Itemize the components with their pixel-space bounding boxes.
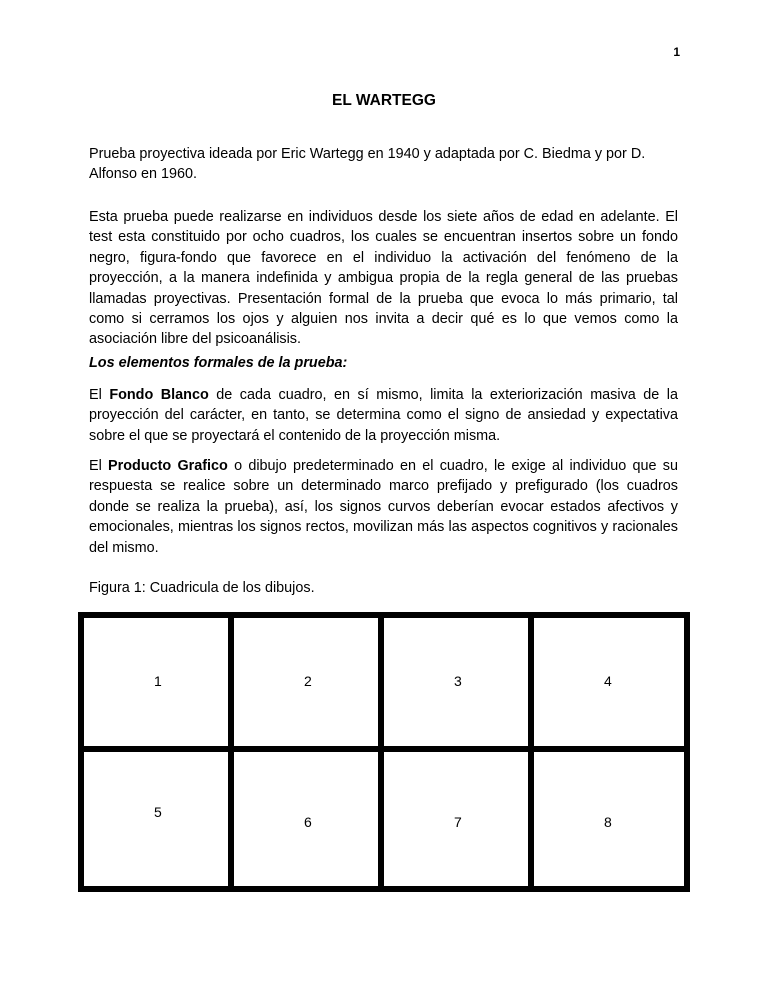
cell-number: 7 [454,814,462,830]
fondo-prefix: El [89,387,110,403]
cell-number: 8 [604,814,612,830]
cell-number: 1 [154,673,162,689]
grid-cell [84,618,234,752]
section-heading: Los elementos formales de la prueba: [89,355,348,371]
grid-cell [234,752,384,886]
producto-prefix: El [89,458,109,474]
drawing-grid [78,612,690,892]
intro-paragraph: Prueba proyectiva ideada por Eric Wartegg en 1940 y adaptada por C. Biedma y por D. Alfonso en 1960. [89,146,646,183]
cell-number: 4 [604,673,612,689]
producto-grafico-paragraph [89,456,678,558]
cell-number: 3 [454,673,462,689]
description-paragraph: Esta prueba puede realizarse en individuos desde los siete años de edad en adelante. El test esta constituido por ocho cuadros, los cuales se encuentran insertos sobre un fondo negro, figura-fondo que favorece en el individuo la activación del fenómeno de la proyección, a la manera indefinida y ambigua propia de la regla general de las pruebas llamadas proyectivas. Presentación formal de la prueba que evoca lo más primario, tal como si cerramos los ojos y alguien nos invita a decir qué es lo que vemos como la asociación libre del psicoanálisis. [89,209,678,348]
cell-number: 2 [304,673,312,689]
fondo-blanco-paragraph [89,385,678,446]
cell-number: 5 [154,804,162,820]
cell-number: 6 [304,814,312,830]
fondo-text: de cada cuadro, en sí mismo, limita la exteriorización masiva de la proyección del carácter, en tanto, se determina como el signo de ansiedad y expectativa sobre el que se proyectará el contenido de la proyección misma. [89,387,678,444]
grid-cell [534,752,684,886]
grid-cell [234,618,384,752]
page-number: 1 [673,45,680,59]
page-title: EL WARTEGG [332,92,436,109]
producto-term: Producto Grafico [108,458,228,474]
grid-cell [384,752,534,886]
producto-text: o dibujo predeterminado en el cuadro, le exige al individuo que su respuesta se realice sobre un determinado marco prefijado y prefigurado (los cuadros donde se realiza la prueba), así, los signos curvos deberían evocar estados afectivos y emocionales, mientras los signos rectos, movilizan más las aspectos cognitivos y racionales del mismo. [89,458,678,556]
grid-cell [384,618,534,752]
grid-cell [534,618,684,752]
figure-caption: Figura 1: Cuadricula de los dibujos. [89,580,315,596]
grid-cell [84,752,234,886]
fondo-term: Fondo Blanco [109,387,209,403]
